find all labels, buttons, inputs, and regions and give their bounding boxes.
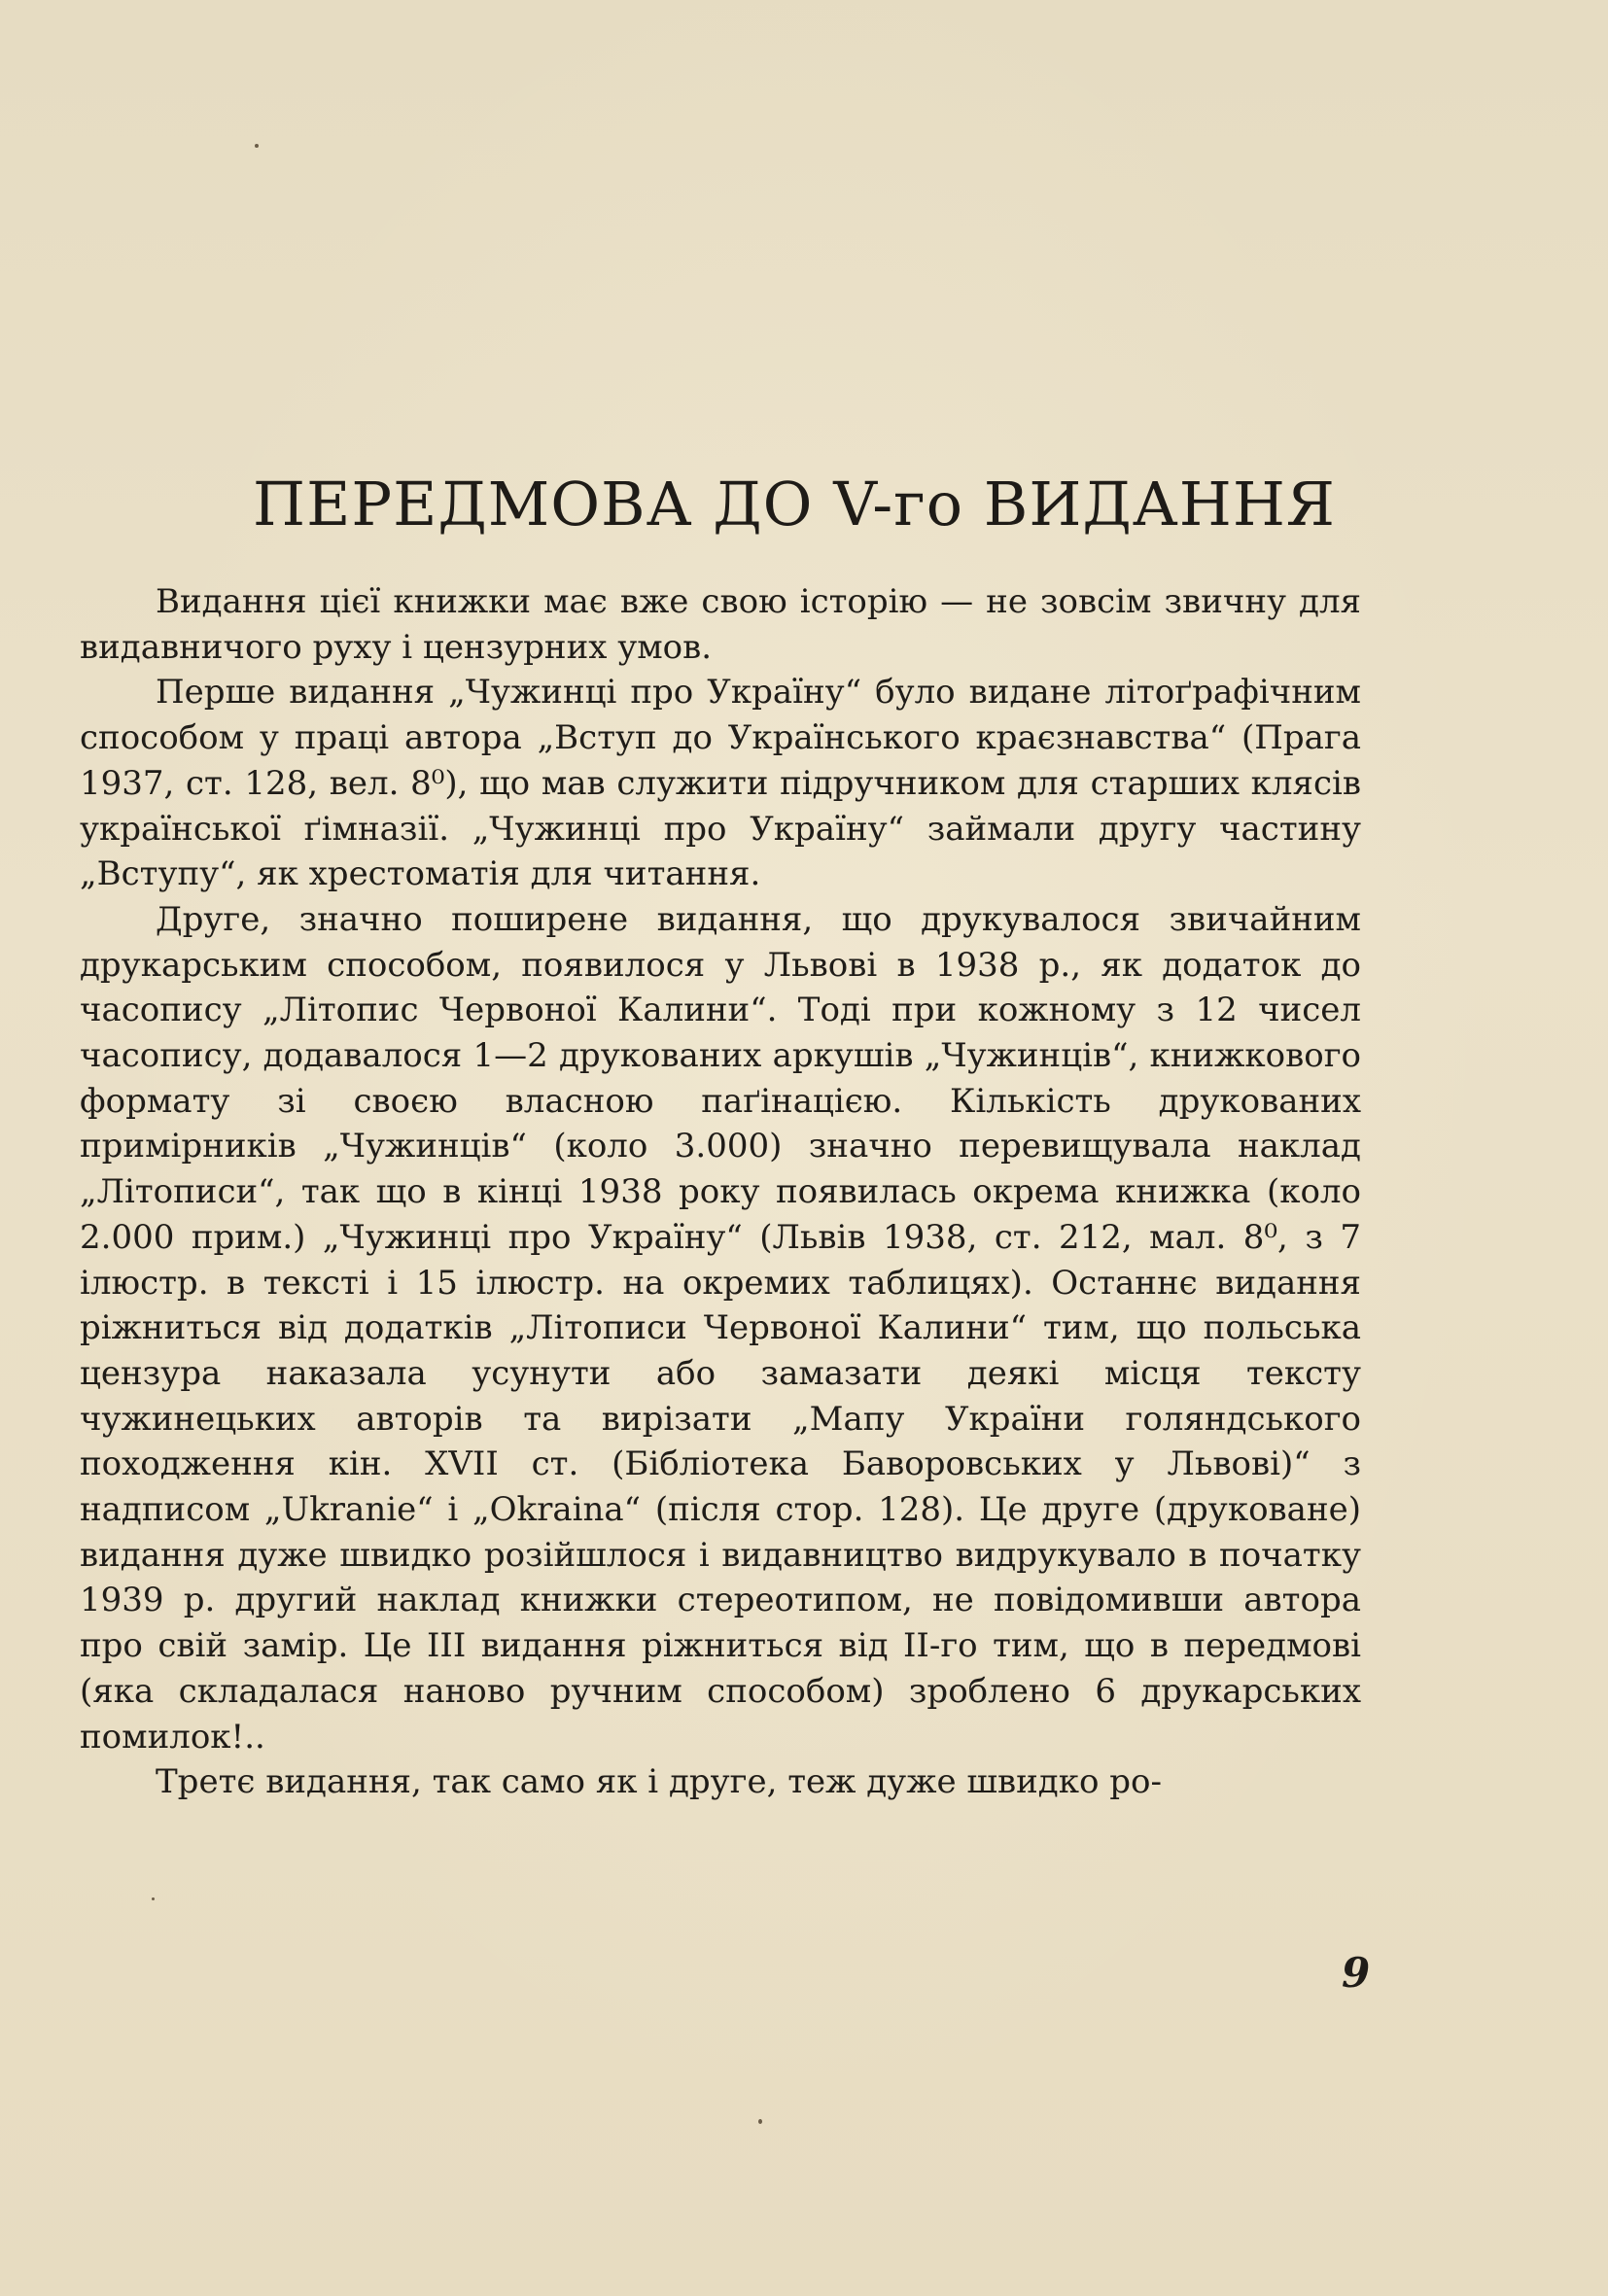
paragraph-1: Видання цієї книжки має вже свою історію — не зовсім звичну для видавничого руху і цензурних умов.	[80, 582, 1361, 667]
body-text	[80, 579, 1361, 1805]
page-title-text: ПЕРЕДМОВА ДО V-го ВИДАННЯ	[253, 469, 1336, 539]
paragraph-2: Перше видання „Чужинці про Україну“ було видане літоґрафічним способом у праці автора „Вступ до Українського краєзнавства“ (Прага 1937, ст. 128, вел. 8⁰), що мав служити підручником для старших клясів української ґімназії. „Чужинці про Україну“ займали другу частину „Вступу“, як хрестоматія для читання.	[80, 673, 1361, 894]
paper-speck	[152, 1897, 155, 1900]
paper-speck	[255, 144, 259, 148]
page-title	[0, 469, 1608, 539]
page-number: 9	[1342, 1949, 1371, 1997]
paragraph-4: Третє видання, так само як і друге, теж дуже швидко ро-	[156, 1762, 1162, 1802]
paragraph-3: Друге, значно поширене видання, що друкувалося звичайним друкарським способом, появилося у Львові в 1938 р., як додаток до часопису „Літопис Червоної Калини“. Тоді при кожному з 12 чисел часопису, додавалося 1—2 друкованих аркушів „Чужинців“, книжкового формату зі своєю власною паґінацією. Кількість друкованих примірників „Чужинців“ (коло 3.000) значно перевищувала наклад „Літописи“, так що в кінці 1938 року появилась окрема книжка (коло 2.000 прим.) „Чужинці про Україну“ (Львів 1938, ст. 212, мал. 8⁰, з 7 ілюстр. в тексті і 15 ілюстр. на окремих таблицях). Останнє видання ріжниться від додатків „Літописи Червоної Калини“ тим, що польська цензура наказала усунути або замазати деякі місця тексту чужинецьких авторів та вирізати „Мапу України голяндського походження кін. XVII ст. (Бібліотека Баворовських у Львові)“ з надписом „Ukranie“ і „Okraina“ (після стор. 128). Це друге (друковане) видання дуже швидко розійшлося і видавництво видрукувало в початку 1939 р. другий наклад книжки стереотипом, не повідомивши автора про свій замір. Це III видання ріжниться від II-го тим, що в передмові (яка складалася наново ручним способом) зроблено 6 друкарських помилок!..	[80, 899, 1361, 1757]
paper-speck	[758, 2119, 762, 2124]
